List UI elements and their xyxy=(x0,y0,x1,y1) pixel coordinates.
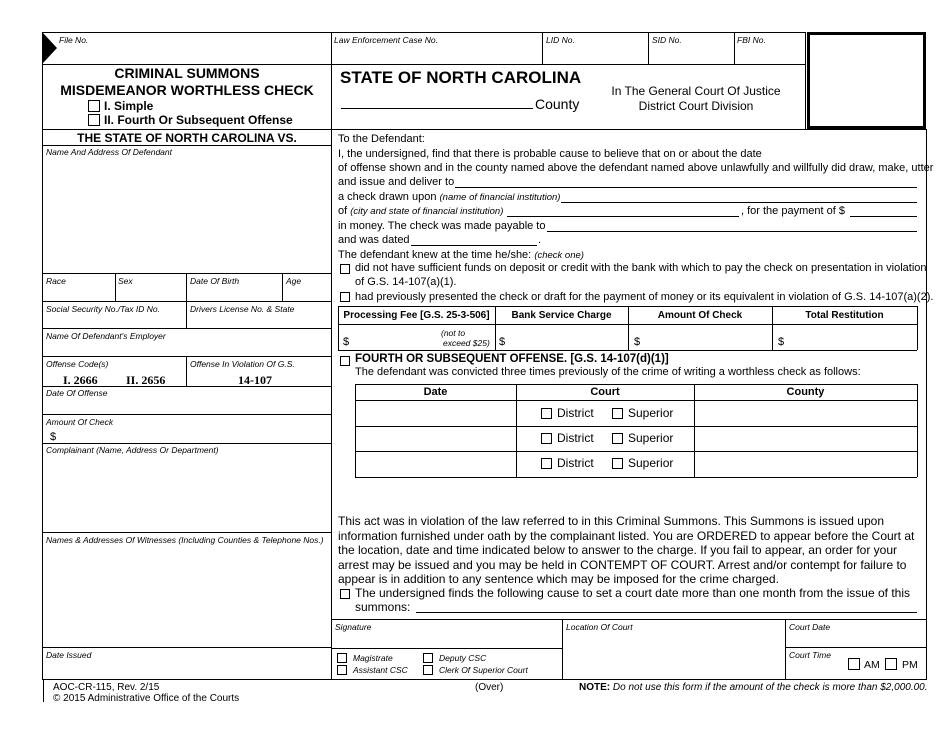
fourth-label: II. Fourth Or Subsequent Offense xyxy=(104,113,293,127)
fourth-title: FOURTH OR SUBSEQUENT OFFENSE. [G.S. 14-107(d)(1)] xyxy=(355,353,669,365)
witnesses-top xyxy=(42,532,331,533)
prior-county-header: County xyxy=(786,386,825,398)
superior-checkbox[interactable] xyxy=(612,458,623,469)
superior-label: Superior xyxy=(628,431,674,445)
witnesses-label: Names & Addresses Of Witnesses (Including Counties & Telephone Nos.) xyxy=(46,535,324,545)
fees-col4 xyxy=(917,306,918,350)
violation-label: Offense In Violation Of G.S. xyxy=(190,359,295,369)
prior-top xyxy=(355,384,917,385)
court-time-top xyxy=(785,647,927,648)
summons-p7: summons: xyxy=(355,600,411,614)
summons-p4: arrest may be issued and you may be held in CONTEMPT OF COURT. Arrest and/or contempt for failure to xyxy=(338,558,907,572)
dated-text: and was dated xyxy=(338,234,410,246)
note-bold: NOTE: xyxy=(579,682,611,693)
clerk-label: Clerk Of Superior Court xyxy=(439,665,528,675)
amount-check-label: Amount Of Check xyxy=(46,417,114,427)
complainant-top xyxy=(42,443,331,444)
loc-sep xyxy=(785,619,786,679)
signature-label: Signature xyxy=(335,622,372,632)
pm-label: PM xyxy=(902,659,918,671)
city-line[interactable] xyxy=(507,216,739,217)
race-label: Race xyxy=(46,276,66,286)
exceed-hint: exceed $25) xyxy=(443,338,490,348)
prior-col3 xyxy=(917,384,918,477)
total-dollar: $ xyxy=(778,336,785,348)
district-label: District xyxy=(557,456,594,470)
city-state-hint: (city and state of financial institution) xyxy=(350,206,504,217)
payable-line[interactable] xyxy=(547,231,917,232)
superior-checkbox[interactable] xyxy=(612,408,623,419)
district-label: District xyxy=(557,431,594,445)
ssn-row-top xyxy=(42,301,331,302)
footer-left-mark xyxy=(43,679,44,702)
file-no-label: File No. xyxy=(59,35,89,45)
body-line8 xyxy=(338,249,584,261)
processing-dollar: $ xyxy=(343,336,350,348)
over-label: (Over) xyxy=(475,682,504,693)
magistrate-checkbox[interactable] xyxy=(337,653,347,663)
sid-label: SID No. xyxy=(652,35,682,45)
deputy-label: Deputy CSC xyxy=(439,653,487,663)
county-line xyxy=(341,108,533,109)
knew-text: The defendant knew at the time he/she: xyxy=(338,249,532,261)
offense-sep xyxy=(186,356,187,386)
superior-label: Superior xyxy=(628,456,674,470)
choice1-line1: did not have sufficient funds on deposit or credit with the bank with which to pay the check on presentation in violation xyxy=(355,262,927,274)
superior-label: Superior xyxy=(628,406,674,420)
assistant-csc-checkbox[interactable] xyxy=(337,665,347,675)
body-line3: and issue and deliver to xyxy=(338,176,455,188)
header-sep xyxy=(805,32,806,129)
bank-header: Bank Service Charge xyxy=(511,310,612,321)
body-line1: I, the undersigned, find that there is probable cause to believe that on or about the date xyxy=(338,148,762,160)
payee-line[interactable] xyxy=(455,187,917,188)
more-than-month-checkbox[interactable] xyxy=(340,589,350,599)
simple-checkbox[interactable] xyxy=(88,100,100,112)
code-i: I. 2666 xyxy=(63,373,98,387)
name-address-label: Name And Address Of Defendant xyxy=(46,147,172,157)
prior-row1-bottom xyxy=(355,426,917,427)
state-title: STATE OF NORTH CAROLINA xyxy=(340,68,582,87)
corner-arrow-icon xyxy=(43,33,57,63)
district-label: District xyxy=(557,406,594,420)
simple-label: I. Simple xyxy=(104,99,154,113)
insufficient-funds-checkbox[interactable] xyxy=(340,264,350,274)
body-line2: of offense shown and in the county named above the defendant named above unlawfully and willfully did draw, make, utter xyxy=(338,162,934,174)
note-text: Do not use this form if the amount of the check is more than $2,000.00. xyxy=(612,682,928,693)
employer-label: Name Of Defendant's Employer xyxy=(46,331,166,341)
copyright: © 2015 Administrative Office of the Courts xyxy=(53,693,240,704)
prior-court-header: Court xyxy=(590,386,620,398)
magistrate-label: Magistrate xyxy=(353,653,393,663)
prior-date-header: Date xyxy=(423,386,448,398)
form-title-line2: MISDEMEANOR WORTHLESS CHECK xyxy=(60,82,314,98)
race-sep xyxy=(115,273,116,301)
bottom-border xyxy=(42,679,927,680)
offense-codes-label: Offense Code(s) xyxy=(46,359,109,369)
photo-box xyxy=(807,32,926,129)
ssn-label: Social Security No./Tax ID No. xyxy=(46,304,161,314)
dated-line[interactable] xyxy=(411,245,537,246)
cause-line[interactable] xyxy=(416,612,917,613)
fourth-offense-checkbox[interactable] xyxy=(340,356,350,366)
to-defendant: To the Defendant: xyxy=(338,133,425,145)
state-vs: THE STATE OF NORTH CAROLINA VS. xyxy=(77,131,297,145)
not-to-hint: (not to xyxy=(441,328,466,338)
age-label: Age xyxy=(286,276,302,286)
county-label: County xyxy=(535,96,580,112)
summons-p6: The undersigned finds the following cause to set a court date more than one month from the issue of this xyxy=(355,586,910,600)
date-issued-label: Date Issued xyxy=(46,650,92,660)
law-case-label: Law Enforcement Case No. xyxy=(334,35,438,45)
summons-p3: the location, date and time indicated below to answer to the charge. If you fail to appear, an order for your xyxy=(338,543,898,557)
prior-row2-bottom xyxy=(355,451,917,452)
amount-top xyxy=(42,414,331,415)
body-line6: in money. The check was made payable to xyxy=(338,220,546,232)
right-border xyxy=(926,129,927,679)
title-divider xyxy=(42,129,331,130)
date-offense-top xyxy=(42,386,331,387)
am-label: AM xyxy=(864,659,880,671)
fin-inst-hint: (name of financial institution) xyxy=(439,192,561,203)
location-label: Location Of Court xyxy=(566,622,633,632)
deputy-csc-checkbox[interactable] xyxy=(423,653,433,663)
dob-sep xyxy=(282,273,283,301)
sig-options-top xyxy=(331,648,562,649)
court-time-label: Court Time xyxy=(789,650,831,660)
check-drawn-text: a check drawn upon xyxy=(338,191,437,203)
employer-row-top xyxy=(42,328,331,329)
date-offense-label: Date Of Offense xyxy=(46,388,108,398)
processing-header: Processing Fee [G.S. 25-3-506] xyxy=(343,310,490,321)
sex-label: Sex xyxy=(118,276,133,286)
court-line2: District Court Division xyxy=(638,99,754,113)
amount-dollar: $ xyxy=(50,431,57,443)
prior-row3-bottom xyxy=(355,477,917,478)
body-line4 xyxy=(338,191,560,203)
assistant-label: Assistant CSC xyxy=(353,665,408,675)
summons-p2: information furnished under oath by the complainant listed. You are ORDERED to appear before the Court at xyxy=(338,529,915,543)
header-sep xyxy=(734,32,735,64)
prior-header-bottom xyxy=(355,400,917,401)
dob-label: Date Of Birth xyxy=(190,276,240,286)
fees-bottom xyxy=(338,350,917,351)
bank-dollar: $ xyxy=(499,336,506,348)
complainant-label: Complainant (Name, Address Or Department) xyxy=(46,445,219,455)
court-date-label: Court Date xyxy=(789,622,831,632)
district-checkbox[interactable] xyxy=(541,408,552,419)
dl-label: Drivers License No. & State xyxy=(190,304,295,314)
footer-note xyxy=(579,682,928,693)
choice2: had previously presented the check or draft for the payment of money or its equivalent in violation of G.S. 14-107(a)(2). xyxy=(355,291,934,303)
previously-presented-checkbox[interactable] xyxy=(340,292,350,302)
clerk-checkbox[interactable] xyxy=(423,665,433,675)
payment-text: , for the payment of $ xyxy=(741,205,845,217)
summons-p1: This act was in violation of the law referred to in this Criminal Summons. This Summons is issued upon xyxy=(338,514,885,528)
sig-sep xyxy=(562,619,563,679)
form-title-line1: CRIMINAL SUMMONS xyxy=(114,65,260,81)
signature-top xyxy=(331,619,927,620)
amount-dollar-field: $ xyxy=(634,336,641,348)
am-checkbox[interactable] xyxy=(848,658,860,670)
date-issued-top xyxy=(42,647,331,648)
district-checkbox[interactable] xyxy=(541,458,552,469)
top-border xyxy=(42,32,806,33)
amount-header: Amount Of Check xyxy=(657,310,743,321)
check-one-hint: (check one) xyxy=(534,250,584,261)
of-text: of xyxy=(338,205,348,217)
summons-p5: appear is in addition to any sentence which may be imposed for the crime charged. xyxy=(338,572,779,586)
fbi-label: FBI No. xyxy=(737,35,766,45)
superior-checkbox[interactable] xyxy=(612,433,623,444)
header-sep xyxy=(542,32,543,64)
vs-divider xyxy=(42,145,331,146)
payment-line[interactable] xyxy=(850,216,917,217)
code-ii: II. 2656 xyxy=(126,373,166,387)
fourth-checkbox[interactable] xyxy=(88,114,100,126)
bank-line[interactable] xyxy=(561,202,917,203)
pm-checkbox[interactable] xyxy=(885,658,897,670)
lid-label: LID No. xyxy=(546,35,575,45)
body-line5 xyxy=(338,205,503,217)
form-number: AOC-CR-115, Rev. 2/15 xyxy=(53,682,160,693)
court-line1: In The General Court Of Justice xyxy=(611,84,781,98)
total-header: Total Restitution xyxy=(805,310,884,321)
choice1-line2: of G.S. 14-107(a)(1). xyxy=(355,276,457,288)
district-checkbox[interactable] xyxy=(541,433,552,444)
dated-period: . xyxy=(538,234,542,246)
header-sep xyxy=(648,32,649,64)
fourth-desc: The defendant was convicted three times previously of the crime of writing a worthless check as follows: xyxy=(355,366,861,378)
court-divider xyxy=(331,129,927,130)
gs-value: 14-107 xyxy=(238,373,272,387)
